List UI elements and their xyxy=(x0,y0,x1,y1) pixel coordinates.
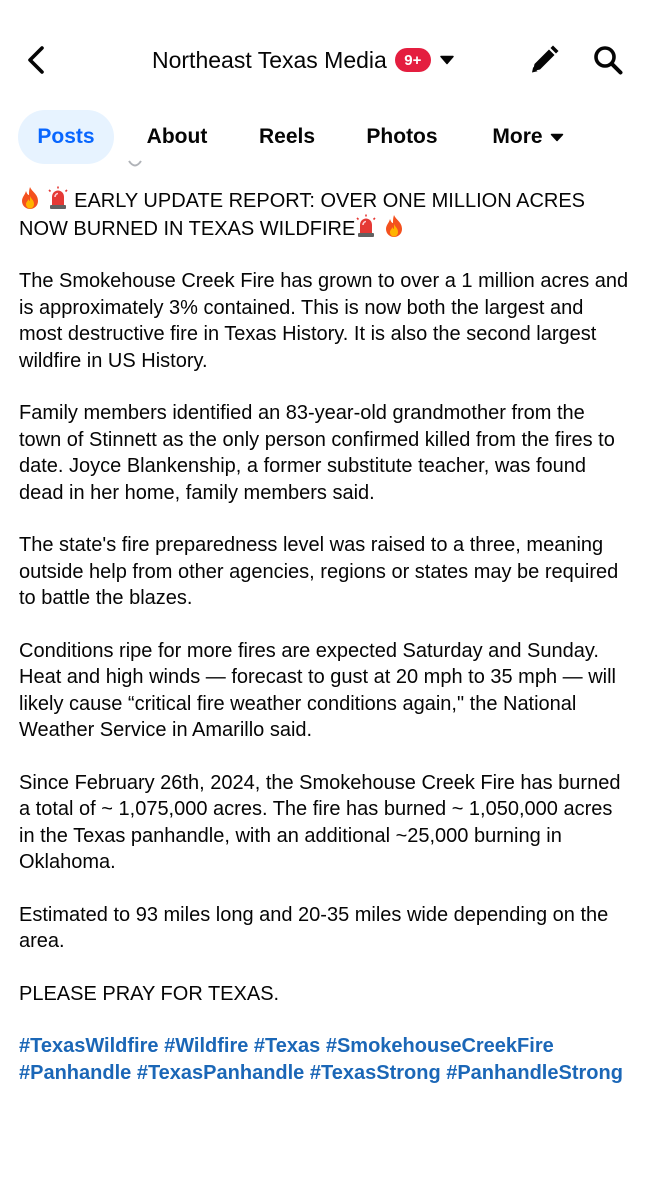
page-title-dropdown[interactable] xyxy=(152,42,455,78)
post-paragraph: Estimated to 93 miles long and 20-35 miles wide depending on the area. xyxy=(19,903,609,952)
post-hashtags xyxy=(19,1033,631,1087)
post-paragraph: PLEASE PRAY FOR TEXAS. xyxy=(19,982,280,1005)
hashtag-link[interactable]: #PanhandleStrong xyxy=(446,1062,623,1084)
top-app-bar xyxy=(0,0,645,112)
page-tabs xyxy=(0,110,645,166)
siren-emoji-icon xyxy=(47,186,69,210)
post-paragraph: The Smokehouse Creek Fire has grown to over a 1 million acres and is approximately 3% contained. This is now both the largest and most destructive fire in Texas History. It is also the second largest wildfire in US History. xyxy=(19,270,629,372)
fire-emoji-icon xyxy=(19,186,41,210)
hashtag-link[interactable]: #Texas xyxy=(253,1035,321,1057)
siren-emoji-icon xyxy=(355,214,377,238)
hashtag-link[interactable]: #TexasStrong xyxy=(309,1062,441,1084)
avatar-edge xyxy=(128,160,142,170)
search-button[interactable] xyxy=(590,42,626,78)
tab-more[interactable] xyxy=(478,110,578,164)
post-body xyxy=(19,186,631,1087)
notification-badge: 9+ xyxy=(395,48,431,72)
back-arrow-icon xyxy=(26,45,46,75)
hashtag-link[interactable]: #TexasWildfire xyxy=(19,1035,159,1057)
page-title: Northeast Texas Media xyxy=(152,46,387,73)
hashtag-link[interactable]: #SmokehouseCreekFire xyxy=(325,1035,554,1057)
caret-down-icon xyxy=(550,133,564,142)
tab-photos[interactable]: Photos xyxy=(366,125,438,148)
post-paragraph: Family members identified an 83-year-old grandmother from the town of Stinnett as the only person confirmed killed from the fires to date. Joyce Blankenship, a former substitute teacher, was found dead in her home, family members said. xyxy=(19,402,615,504)
hashtag-link[interactable]: #Panhandle xyxy=(19,1062,132,1084)
search-icon xyxy=(592,44,624,76)
post-headline-text: EARLY UPDATE REPORT: OVER ONE MILLION ACRES NOW BURNED IN TEXAS WILDFIRE xyxy=(19,190,586,240)
tab-posts[interactable]: Posts xyxy=(18,110,114,164)
post-paragraph: Since February 26th, 2024, the Smokehouse Creek Fire has burned a total of ~ 1,075,000 acres. The fire has burned ~ 1,050,000 acres in the Texas panhandle, with an additional ~25,000 burning in Oklahoma. xyxy=(19,771,621,873)
post-paragraph: Conditions ripe for more fires are expected Saturday and Sunday. Heat and high winds — forecast to gust at 20 mph to 35 mph — will likely cause “critical fire weather conditions again," the National Weather Service in Amarillo said. xyxy=(19,639,616,741)
post-paragraph: The state's fire preparedness level was raised to a three, meaning outside help from other agencies, regions or states may be required to battle the blazes. xyxy=(19,534,619,609)
hashtag-link[interactable]: #TexasPanhandle xyxy=(136,1062,305,1084)
back-button[interactable] xyxy=(18,40,54,80)
fire-emoji-icon xyxy=(383,214,405,238)
hashtag-link[interactable]: #Wildfire xyxy=(164,1035,249,1057)
tab-reels[interactable]: Reels xyxy=(258,125,316,148)
pencil-icon xyxy=(528,44,560,76)
tab-more-label: More xyxy=(492,125,543,148)
edit-button[interactable] xyxy=(526,42,562,78)
tab-about[interactable]: About xyxy=(146,125,208,148)
caret-down-icon xyxy=(439,55,455,65)
post-headline xyxy=(19,186,631,242)
